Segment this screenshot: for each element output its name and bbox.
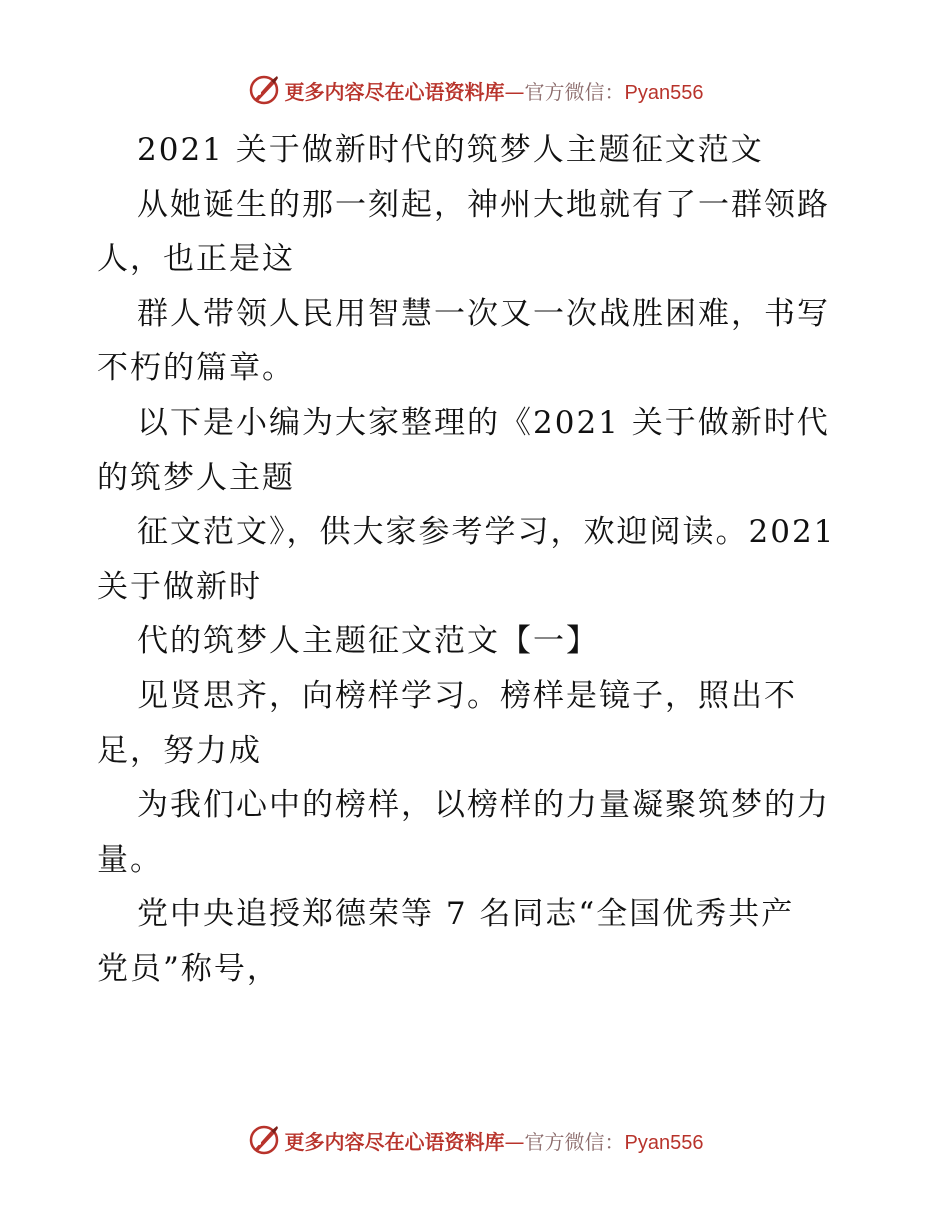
footer-site-name: 更多内容尽在心语资料库 bbox=[284, 1129, 505, 1154]
footer-wechat-label: 官方微信： bbox=[524, 1129, 625, 1154]
text-line: 足，努力成 bbox=[97, 732, 262, 769]
footer-wechat-id: Pyan556 bbox=[624, 1131, 704, 1154]
document-title: 2021 关于做新时代的筑梦人主题征文范文 bbox=[137, 132, 764, 168]
text-line: 党中央追授郑德荣等 7 名同志“全国优秀共产 bbox=[137, 896, 795, 933]
quill-pen-circle-icon bbox=[247, 1123, 281, 1157]
header-wechat-label: 官方微信： bbox=[524, 79, 625, 104]
text-line: 见贤思齐，向榜样学习。榜样是镜子，照出不 bbox=[137, 677, 797, 714]
text-line: 人，也正是这 bbox=[97, 241, 295, 278]
footer-banner bbox=[0, 1120, 950, 1160]
text-line: 的筑梦人主题 bbox=[97, 459, 295, 496]
header-site-name: 更多内容尽在心语资料库 bbox=[284, 79, 505, 104]
text-line: 党员”称号， bbox=[97, 950, 280, 987]
header-wechat-id: Pyan556 bbox=[624, 81, 704, 104]
text-line: 以下是小编为大家整理的《2021 关于做新时代 bbox=[137, 404, 830, 441]
footer-separator: — bbox=[504, 1129, 525, 1154]
header-banner bbox=[0, 70, 950, 110]
text-line: 为我们心中的榜样，以榜样的力量凝聚筑梦的力 bbox=[137, 787, 830, 824]
text-line: 量。 bbox=[97, 841, 163, 878]
text-line: 关于做新时 bbox=[97, 568, 262, 605]
quill-pen-circle-icon bbox=[247, 73, 281, 107]
document-body bbox=[97, 123, 867, 997]
header-separator: — bbox=[504, 79, 525, 104]
text-line: 群人带领人民用智慧一次又一次战胜困难，书写 bbox=[137, 295, 830, 332]
text-line: 征文范文》，供大家参考学习，欢迎阅读。2021 bbox=[137, 514, 836, 551]
text-line: 从她诞生的那一刻起，神州大地就有了一群领路 bbox=[137, 186, 830, 223]
section-heading: 代的筑梦人主题征文范文【一】 bbox=[137, 623, 599, 660]
text-line: 不朽的篇章。 bbox=[97, 350, 295, 387]
